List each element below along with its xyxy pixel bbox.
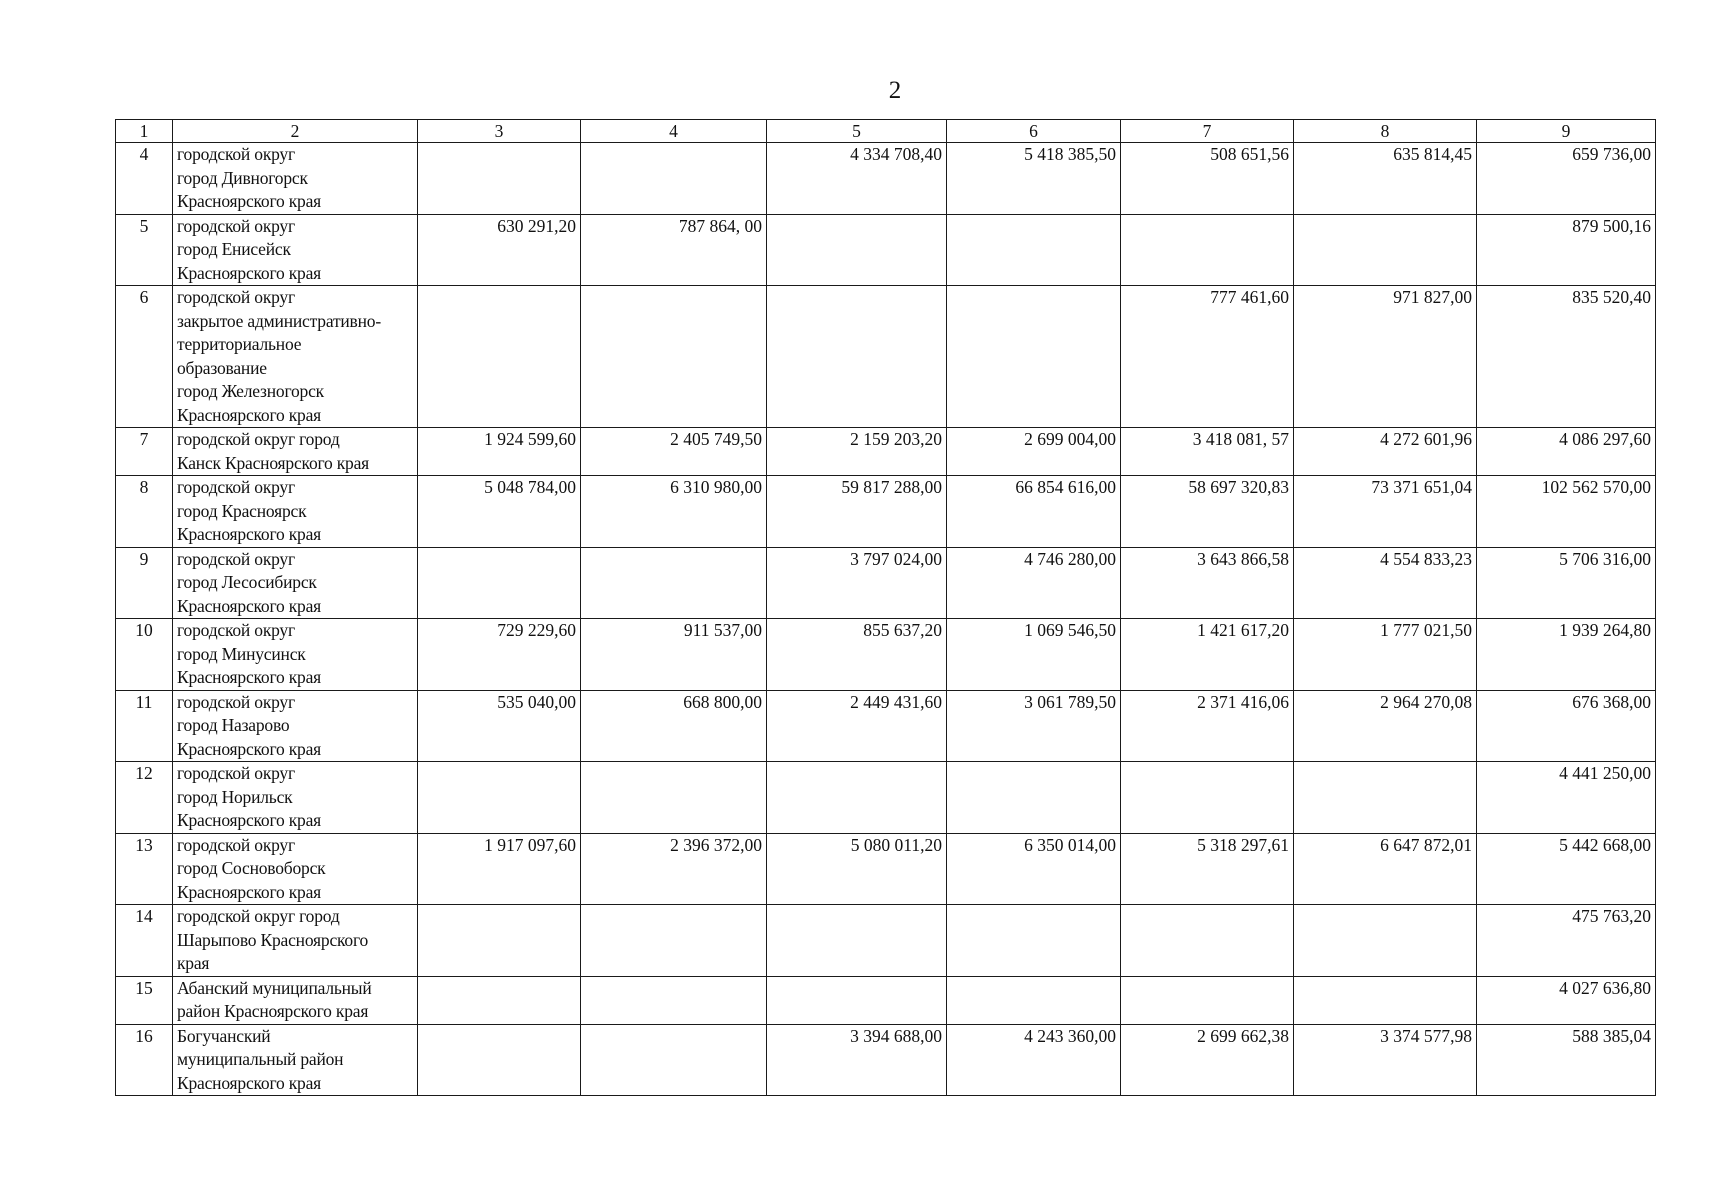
- value-cell-col-6: [947, 762, 1121, 834]
- municipality-name-line: городской округ: [177, 477, 295, 497]
- value-cell-col-7: 3 643 866,58: [1121, 547, 1294, 619]
- row-number: 16: [116, 1024, 173, 1096]
- municipality-name-line: Красноярского края: [177, 191, 322, 211]
- municipality-name-line: территориальное: [177, 334, 302, 354]
- value-cell-col-4: [581, 286, 767, 428]
- value-cell-col-9: 4 086 297,60: [1477, 428, 1656, 476]
- value-cell-col-3: 5 048 784,00: [418, 476, 581, 548]
- table-body: [116, 143, 1656, 1096]
- municipality-name-line: городской округ: [177, 763, 295, 783]
- municipality-name-line: город Дивногорск: [177, 167, 308, 188]
- row-number: 6: [116, 286, 173, 428]
- value-cell-col-5: [767, 905, 947, 977]
- row-number: 9: [116, 547, 173, 619]
- row-number: 4: [116, 143, 173, 215]
- value-cell-col-8: 2 964 270,08: [1294, 690, 1477, 762]
- municipality-name: [173, 286, 418, 428]
- value-cell-col-6: [947, 286, 1121, 428]
- value-cell-col-5: 855 637,20: [767, 619, 947, 691]
- value-cell-col-4: 2 396 372,00: [581, 833, 767, 905]
- municipality-name-line: Красноярского края: [177, 667, 322, 687]
- value-cell-col-6: [947, 214, 1121, 286]
- value-cell-col-7: [1121, 762, 1294, 834]
- value-cell-col-3: 630 291,20: [418, 214, 581, 286]
- table-row: [116, 905, 1656, 977]
- municipality-name-line: город Сосновоборск: [177, 858, 326, 878]
- municipality-name: [173, 762, 418, 834]
- value-cell-col-4: 2 405 749,50: [581, 428, 767, 476]
- municipality-name-line: Канск Красноярского края: [177, 452, 370, 473]
- value-cell-col-8: 6 647 872,01: [1294, 833, 1477, 905]
- column-header: 2: [173, 120, 418, 143]
- value-cell-col-4: [581, 905, 767, 977]
- municipality-name-line: Красноярского края: [177, 404, 322, 425]
- municipality-name-line: Шарыпово Красноярского: [177, 929, 369, 950]
- municipality-name-line: город Назарово: [177, 715, 290, 735]
- table-row: [116, 547, 1656, 619]
- value-cell-col-4: [581, 1024, 767, 1096]
- value-cell-col-5: 3 797 024,00: [767, 547, 947, 619]
- table-row: [116, 143, 1656, 215]
- value-cell-col-6: 1 069 546,50: [947, 619, 1121, 691]
- value-cell-col-9: 4 027 636,80: [1477, 976, 1656, 1024]
- row-number: 11: [116, 690, 173, 762]
- municipality-name-line: городской округ: [177, 834, 295, 855]
- value-cell-col-8: 971 827,00: [1294, 286, 1477, 428]
- municipality-name-line: края: [177, 953, 210, 973]
- value-cell-col-7: 508 651,56: [1121, 143, 1294, 215]
- column-header: 4: [581, 120, 767, 143]
- value-cell-col-5: 5 080 011,20: [767, 833, 947, 905]
- value-cell-col-7: 1 421 617,20: [1121, 619, 1294, 691]
- column-header: 9: [1477, 120, 1656, 143]
- table-row: [116, 833, 1656, 905]
- value-cell-col-8: [1294, 976, 1477, 1024]
- value-cell-col-6: [947, 905, 1121, 977]
- value-cell-col-7: 777 461,60: [1121, 286, 1294, 428]
- table-row: [116, 476, 1656, 548]
- value-cell-col-8: 1 777 021,50: [1294, 619, 1477, 691]
- row-number: 8: [116, 476, 173, 548]
- value-cell-col-7: 2 699 662,38: [1121, 1024, 1294, 1096]
- municipality-name-line: Красноярского края: [177, 262, 322, 283]
- value-cell-col-3: 1 917 097,60: [418, 833, 581, 905]
- value-cell-col-8: 73 371 651,04: [1294, 476, 1477, 548]
- value-cell-col-5: [767, 286, 947, 428]
- value-cell-col-6: 66 854 616,00: [947, 476, 1121, 548]
- table-row: [116, 762, 1656, 834]
- value-cell-col-3: [418, 905, 581, 977]
- municipality-name-line: городской округ: [177, 287, 295, 307]
- municipality-name-line: Красноярского края: [177, 881, 322, 902]
- value-cell-col-5: 3 394 688,00: [767, 1024, 947, 1096]
- value-cell-col-9: 879 500,16: [1477, 214, 1656, 286]
- municipality-name: [173, 428, 418, 476]
- municipality-name: [173, 214, 418, 286]
- table-row: [116, 1024, 1656, 1096]
- column-header: 6: [947, 120, 1121, 143]
- value-cell-col-9: 4 441 250,00: [1477, 762, 1656, 834]
- value-cell-col-9: 835 520,40: [1477, 286, 1656, 428]
- municipality-name-line: город Красноярск: [177, 500, 307, 521]
- municipality-name: [173, 143, 418, 215]
- value-cell-col-9: 659 736,00: [1477, 143, 1656, 215]
- page-number: 2: [888, 77, 902, 104]
- row-number: 5: [116, 214, 173, 286]
- municipality-name-line: муниципальный район: [177, 1049, 344, 1069]
- value-cell-col-9: 475 763,20: [1477, 905, 1656, 977]
- value-cell-col-6: 4 746 280,00: [947, 547, 1121, 619]
- municipality-name-line: городской округ: [177, 215, 295, 236]
- value-cell-col-8: [1294, 214, 1477, 286]
- value-cell-col-6: 2 699 004,00: [947, 428, 1121, 476]
- municipality-name: [173, 619, 418, 691]
- row-number: 15: [116, 976, 173, 1024]
- value-cell-col-9: 5 706 316,00: [1477, 547, 1656, 619]
- value-cell-col-7: 3 418 081, 57: [1121, 428, 1294, 476]
- value-cell-col-3: 535 040,00: [418, 690, 581, 762]
- municipality-name-line: Красноярского края: [177, 738, 322, 759]
- data-table: [115, 119, 1656, 1096]
- value-cell-col-8: 3 374 577,98: [1294, 1024, 1477, 1096]
- value-cell-col-7: [1121, 976, 1294, 1024]
- municipality-name-line: городской округ город: [177, 906, 340, 926]
- municipality-name: [173, 976, 418, 1024]
- row-number: 12: [116, 762, 173, 834]
- value-cell-col-4: 6 310 980,00: [581, 476, 767, 548]
- municipality-name-line: Красноярского края: [177, 1072, 322, 1093]
- municipality-name: [173, 905, 418, 977]
- value-cell-col-3: [418, 143, 581, 215]
- value-cell-col-5: 4 334 708,40: [767, 143, 947, 215]
- value-cell-col-3: [418, 976, 581, 1024]
- value-cell-col-8: 635 814,45: [1294, 143, 1477, 215]
- value-cell-col-4: [581, 547, 767, 619]
- municipality-name-line: город Лесосибирск: [177, 572, 317, 592]
- value-cell-col-7: 58 697 320,83: [1121, 476, 1294, 548]
- municipality-name: [173, 690, 418, 762]
- value-cell-col-7: 5 318 297,61: [1121, 833, 1294, 905]
- value-cell-col-9: 588 385,04: [1477, 1024, 1656, 1096]
- table-row: [116, 976, 1656, 1024]
- row-number: 13: [116, 833, 173, 905]
- value-cell-col-8: [1294, 905, 1477, 977]
- value-cell-col-5: 59 817 288,00: [767, 476, 947, 548]
- value-cell-col-8: 4 554 833,23: [1294, 547, 1477, 619]
- value-cell-col-9: 102 562 570,00: [1477, 476, 1656, 548]
- municipality-name: [173, 1024, 418, 1096]
- value-cell-col-4: [581, 976, 767, 1024]
- municipality-name-line: город Енисейск: [177, 239, 291, 259]
- value-cell-col-9: 1 939 264,80: [1477, 619, 1656, 691]
- value-cell-col-5: [767, 214, 947, 286]
- value-cell-col-9: 676 368,00: [1477, 690, 1656, 762]
- municipality-name-line: Красноярского края: [177, 595, 322, 616]
- table-row: [116, 619, 1656, 691]
- value-cell-col-3: [418, 547, 581, 619]
- value-cell-col-4: 668 800,00: [581, 690, 767, 762]
- municipality-name: [173, 833, 418, 905]
- value-cell-col-5: 2 159 203,20: [767, 428, 947, 476]
- value-cell-col-6: 3 061 789,50: [947, 690, 1121, 762]
- value-cell-col-4: 911 537,00: [581, 619, 767, 691]
- table-row: [116, 428, 1656, 476]
- municipality-name-line: город Минусинск: [177, 643, 306, 664]
- municipality-name-line: город Железногорск: [177, 381, 324, 401]
- column-header: 1: [116, 120, 173, 143]
- value-cell-col-6: 4 243 360,00: [947, 1024, 1121, 1096]
- municipality-name-line: закрытое административно-: [177, 310, 381, 331]
- municipality-name-line: городской округ: [177, 548, 295, 569]
- municipality-name: [173, 476, 418, 548]
- column-header: 8: [1294, 120, 1477, 143]
- column-header: 3: [418, 120, 581, 143]
- municipality-name-line: городской округ: [177, 620, 295, 640]
- table-row: [116, 214, 1656, 286]
- value-cell-col-3: 1 924 599,60: [418, 428, 581, 476]
- row-number: 14: [116, 905, 173, 977]
- municipality-name-line: город Норильск: [177, 786, 293, 807]
- value-cell-col-5: 2 449 431,60: [767, 690, 947, 762]
- municipality-name-line: Богучанский: [177, 1025, 271, 1046]
- table-row: [116, 286, 1656, 428]
- row-number: 7: [116, 428, 173, 476]
- value-cell-col-8: [1294, 762, 1477, 834]
- municipality-name-line: район Красноярского края: [177, 1001, 369, 1021]
- value-cell-col-3: [418, 286, 581, 428]
- column-header: 7: [1121, 120, 1294, 143]
- municipality-name-line: городской округ: [177, 144, 295, 164]
- value-cell-col-5: [767, 762, 947, 834]
- header-row: [116, 120, 1656, 143]
- municipality-name-line: образование: [177, 357, 267, 378]
- municipality-name: [173, 547, 418, 619]
- row-number: 10: [116, 619, 173, 691]
- value-cell-col-7: 2 371 416,06: [1121, 690, 1294, 762]
- value-cell-col-3: [418, 1024, 581, 1096]
- value-cell-col-6: 5 418 385,50: [947, 143, 1121, 215]
- value-cell-col-4: [581, 143, 767, 215]
- value-cell-col-8: 4 272 601,96: [1294, 428, 1477, 476]
- value-cell-col-5: [767, 976, 947, 1024]
- value-cell-col-7: [1121, 214, 1294, 286]
- municipality-name-line: городской округ город: [177, 429, 340, 449]
- municipality-name-line: городской округ: [177, 691, 295, 712]
- value-cell-col-7: [1121, 905, 1294, 977]
- value-cell-col-4: 787 864, 00: [581, 214, 767, 286]
- table-row: [116, 690, 1656, 762]
- value-cell-col-3: [418, 762, 581, 834]
- value-cell-col-3: 729 229,60: [418, 619, 581, 691]
- value-cell-col-6: [947, 976, 1121, 1024]
- municipality-name-line: Абанский муниципальный: [177, 977, 372, 998]
- value-cell-col-9: 5 442 668,00: [1477, 833, 1656, 905]
- municipality-name-line: Красноярского края: [177, 524, 322, 544]
- value-cell-col-6: 6 350 014,00: [947, 833, 1121, 905]
- value-cell-col-4: [581, 762, 767, 834]
- municipality-name-line: Красноярского края: [177, 810, 322, 830]
- column-header: 5: [767, 120, 947, 143]
